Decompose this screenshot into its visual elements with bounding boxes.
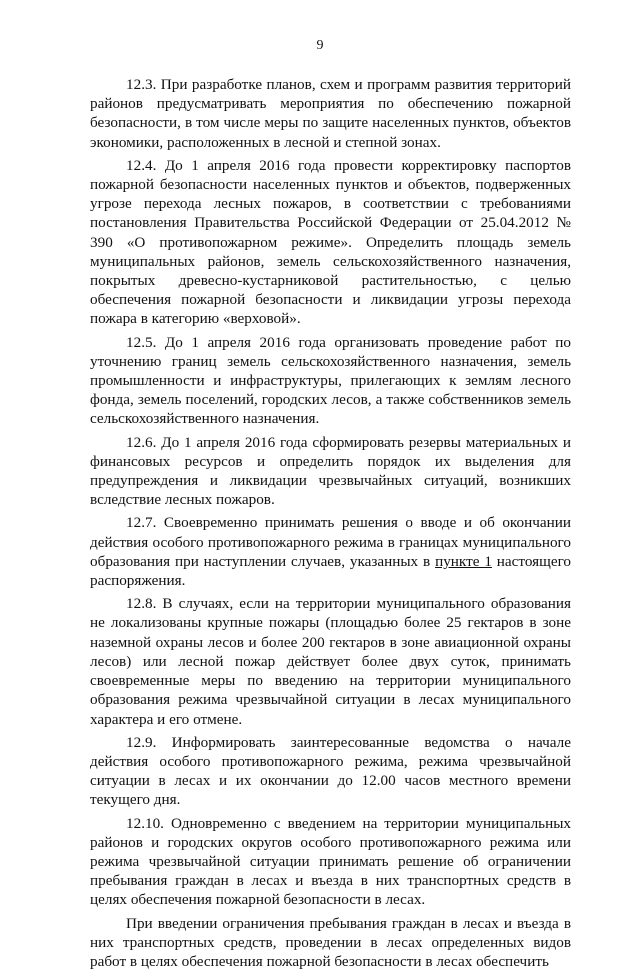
paragraph-12-4: 12.4. До 1 апреля 2016 года провести корректировку паспортов пожарной безопасности населенных пунктов и объектов, подверженных угрозе перехода лесных пожаров, в соответствии с требованиями постановления Правительства Российской Федерации от 25.04.2012 № 390 «О противопожарном режиме». Определить площадь земель муниципальных районов, земель сельскохозяйственного назначения, покрытых древесно-кустарниковой растительностью, с целью обеспечения пожарной безопасности и ликвидации угрозы перехода пожара в категорию «верховой».: [90, 156, 571, 328]
paragraph-12-9: 12.9. Информировать заинтересованные ведомства о начале действия особого противопожарного режима, режима чрезвычайной ситуации в лесах и их окончании до 12.00 часов местного времени текущего дня.: [90, 733, 571, 809]
clause-1-link[interactable]: пункте 1: [435, 552, 492, 570]
paragraph-12-7-text-end: настоящего распоряжения.: [90, 552, 572, 590]
paragraph-12-6: 12.6. До 1 апреля 2016 года сформировать резервы материальных и финансовых ресурсов и определить порядок их выделения для предупреждения и ликвидации чрезвычайных ситуаций, возникших вследствие лесных пожаров.: [90, 433, 571, 509]
paragraph-12-3: 12.3. При разработке планов, схем и программ развития территорий районов предусматривать мероприятия по обеспечению пожарной безопасности, в том числе меры по защите населенных пунктов, объектов экономики, расположенных в лесной и степной зонах.: [90, 76, 571, 151]
paragraph-12-10: 12.10. Одновременно с введением на территории муниципальных районов и городских округов особого противопожарного режима или режима чрезвычайной ситуации принимать решение об ограничении пребывания граждан в лесах и въезда в них транспортных средств в целях обеспечения пожарной безопасности в лесах.: [90, 814, 571, 909]
paragraph-12-7: [90, 513, 571, 590]
page-number: 9: [316, 38, 324, 53]
document-body: [90, 75, 571, 971]
paragraph-12-7-text-start: 12.7. Своевременно принимать решения о вводе и об окончании действия особого противопожарного режима в границах муниципального образования при наступлении случаев, указанных в: [90, 514, 571, 570]
paragraph-12-5: 12.5. До 1 апреля 2016 года организовать проведение работ по уточнению границ земель сельскохозяйственного назначения, земель промышленности и инфраструктуры, прилегающих к землям лесного фонда, земель поселений, городских лесов, а также собственников земель сельскохозяйственного назначения.: [90, 333, 571, 428]
paragraph-restrictions: При введении ограничения пребывания граждан в лесах и въезда в них транспортных средств, проведении в лесах определенных видов работ в целях обеспечения пожарной безопасности в лесах обеспечить: [90, 914, 571, 970]
paragraph-12-8: 12.8. В случаях, если на территории муниципального образования не локализованы крупные пожары (площадью более 25 гектаров в зоне наземной охраны лесов и более 200 гектаров в зоне авиационной охраны лесов) или лесной пожар действует более двух суток, принимать своевременные меры по введению на территории муниципального образования режима чрезвычайной ситуации в лесах муниципального характера и его отмене.: [90, 595, 571, 728]
